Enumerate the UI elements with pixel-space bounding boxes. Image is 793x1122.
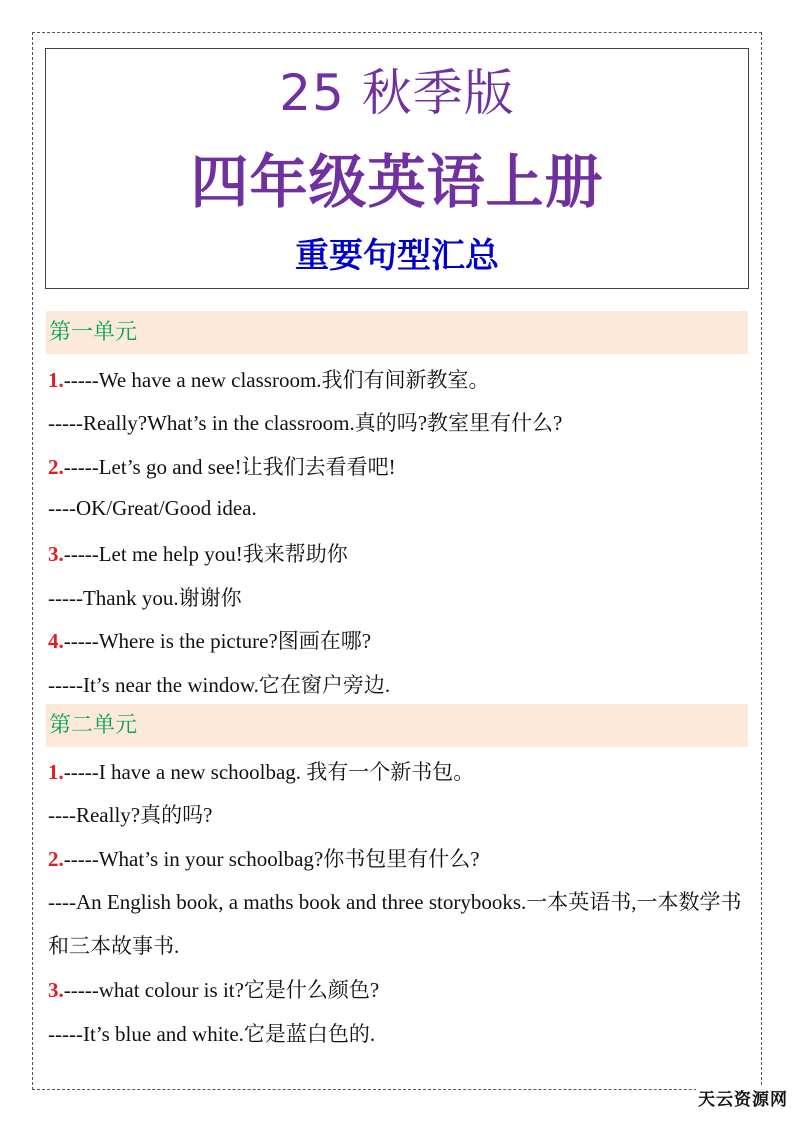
sentence-line — [48, 976, 748, 1004]
sentence-line — [48, 880, 748, 968]
sentence-text: -----Thank you.谢谢你 — [48, 586, 242, 610]
page-subtitle: 重要句型汇总 — [295, 236, 499, 276]
unit-1-label: 第一单元 — [49, 320, 138, 345]
sentence-text: -----Where is the picture?图画在哪? — [63, 629, 372, 653]
item-number: 3. — [48, 542, 64, 566]
item-number: 3. — [48, 978, 64, 1002]
sentence-text: -----Let’s go and see!让我们去看看吧! — [63, 455, 396, 479]
page-title: 四年级英语上册 — [190, 148, 604, 216]
unit-2-label: 第二单元 — [49, 713, 138, 738]
sentence-line — [48, 453, 748, 481]
item-number: 1. — [48, 368, 64, 392]
sentence-text: ----OK/Great/Good idea. — [48, 496, 257, 520]
sentence-text: -----It’s near the window.它在窗户旁边. — [48, 673, 391, 697]
edition-label: 25 秋季版 — [279, 64, 515, 122]
sentence-text: -----Let me help you!我来帮助你 — [63, 542, 348, 566]
sentence-line — [48, 409, 748, 437]
item-number: 4. — [48, 629, 64, 653]
watermark: 天云资源网 — [696, 1085, 790, 1110]
sentence-line — [48, 627, 748, 655]
sentence-line — [48, 540, 748, 568]
sentence-text: -----We have a new classroom.我们有间新教室。 — [63, 368, 490, 392]
sentence-text: -----What’s in your schoolbag?你书包里有什么? — [63, 847, 480, 871]
sentence-line — [48, 758, 748, 786]
sentence-line — [48, 845, 748, 873]
unit-2-header — [46, 704, 748, 747]
sentence-text: -----I have a new schoolbag. 我有一个新书包。 — [63, 760, 475, 784]
sentence-line — [48, 494, 748, 522]
sentence-text: ----An English book, a maths book and three storybooks.一本英语书,一本数学书和三本故事书. — [48, 890, 742, 958]
item-number: 2. — [48, 847, 64, 871]
unit-1-header — [46, 311, 748, 354]
sentence-line — [48, 1020, 748, 1048]
sentence-text: -----It’s blue and white.它是蓝白色的. — [48, 1022, 376, 1046]
sentence-line — [48, 671, 748, 699]
sentence-line — [48, 801, 748, 829]
sentence-text: ----Really?真的吗? — [48, 803, 213, 827]
title-box — [45, 48, 749, 289]
sentence-line — [48, 366, 748, 394]
item-number: 2. — [48, 455, 64, 479]
sentence-text: -----Really?What’s in the classroom.真的吗?教室里有什么? — [48, 411, 563, 435]
sentence-line — [48, 584, 748, 612]
sentence-text: -----what colour is it?它是什么颜色? — [63, 978, 380, 1002]
item-number: 1. — [48, 760, 64, 784]
